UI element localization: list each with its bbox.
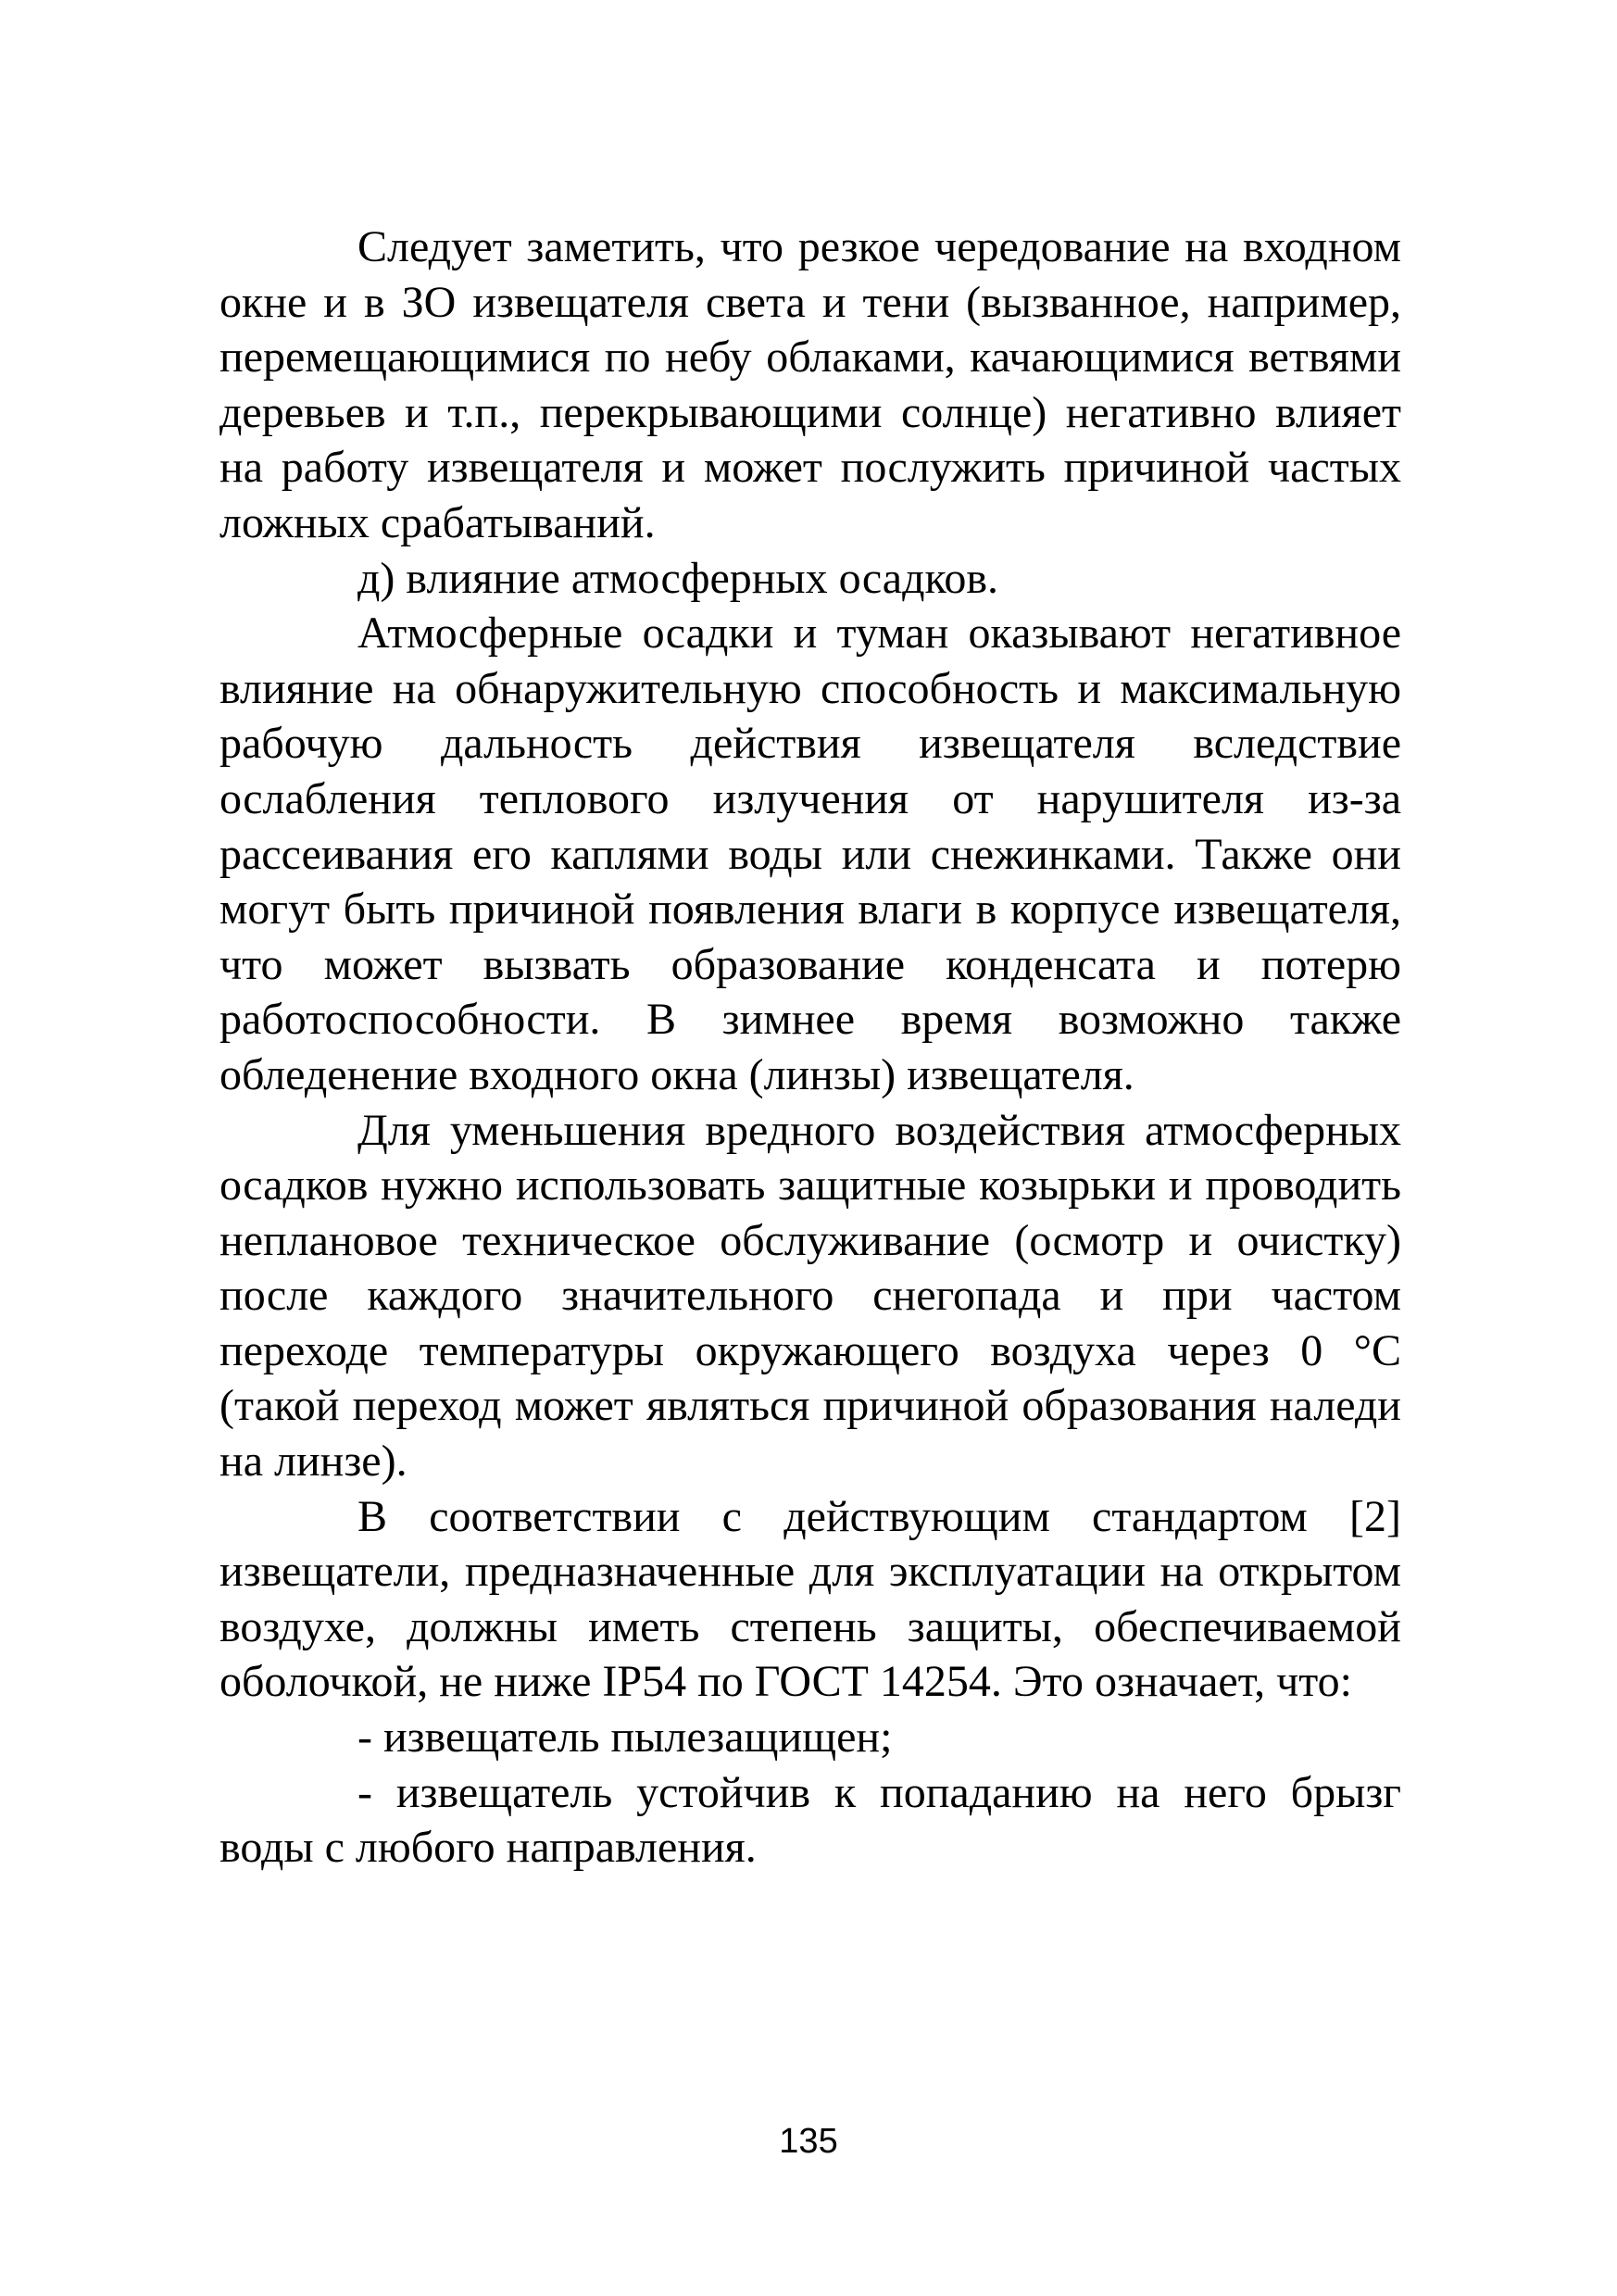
paragraph-protection-measures: Для уменьшения вредного воздействия атмосферных осадков нужно использовать защитные козырьки и проводить неплановое техническое обслуживание (осмотр и очистку) после каждого значительного снегопада и при частом переходе температуры окружающего воздуха через 0 °С (такой переход может являться причиной образования наледи на линзе). [219,1105,1401,1487]
subsection-heading-precipitation: д) влияние атмосферных осадков. [357,553,999,603]
list-item-splashproof: - извещатель устойчив к попаданию на него брызг воды с любого направления. [219,1767,1401,1873]
paragraph-light-shadow: Следует заметить, что резкое чередование на входном окне и в ЗО извещателя света и тени (вызванное, например, перемещающимися по небу облаками, качающимися ветвями деревьев и т.п., перекрывающими солнце) негативно влияет на работу извещателя и может послужить причиной частых ложных срабатываний. [219,222,1401,547]
body-text [219,220,1401,1876]
paragraph-precipitation-effects: Атмосферные осадки и туман оказывают негативное влияние на обнаружительную способность и максимальную рабочую дальность действия извещателя вследствие ослабления теплового излучения от нарушителя из-за рассеивания его каплями воды или снежинками. Также они могут быть причиной появления влаги в корпусе извещателя, что может вызвать образование конденсата и потерю работоспособности. В зимнее время возможно также обледенение входного окна (линзы) извещателя. [219,609,1401,1099]
list-item-dustproof: - извещатель пылезащищен; [357,1713,893,1763]
paragraph-standard-ip54: В соответствии с действующим стандартом [2] извещатели, предназначенные для эксплуатации на открытом воздухе, должны иметь степень защиты, обеспечиваемой оболочкой, не ниже IP54 по ГОСТ 14254. Это означает, что: [219,1491,1401,1707]
page-number: 135 [779,2122,838,2161]
